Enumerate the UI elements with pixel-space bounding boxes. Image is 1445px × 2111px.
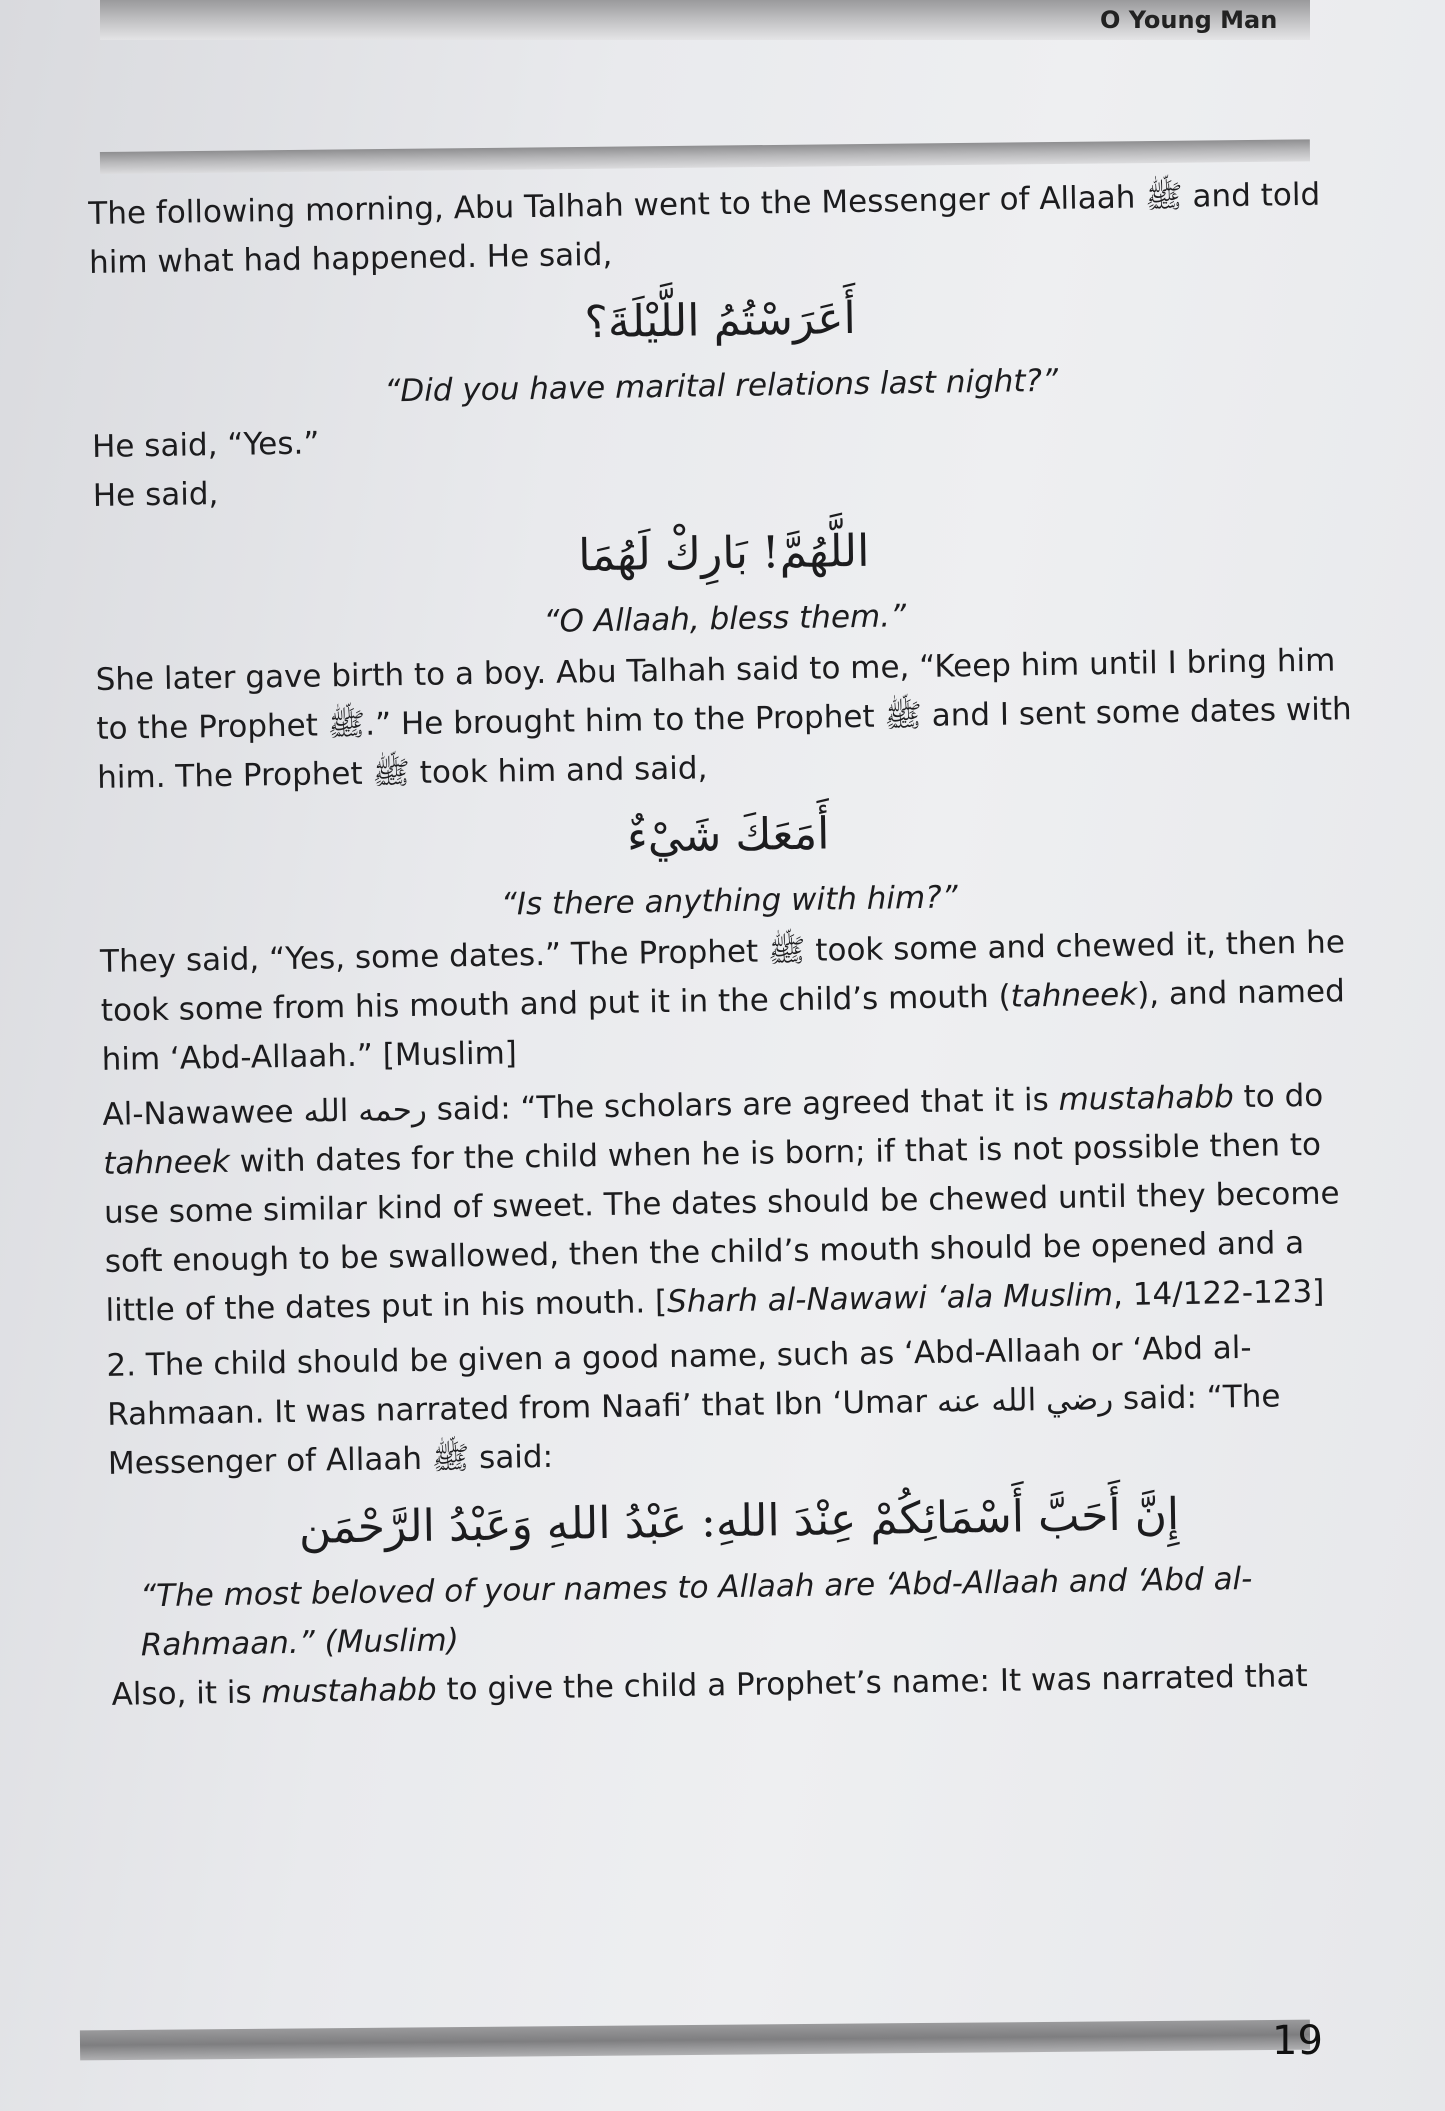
text-span: Also, it is xyxy=(111,1674,262,1713)
page-body xyxy=(88,170,1372,1720)
running-header: O Young Man xyxy=(1100,6,1278,34)
term-tahneek: tahneek xyxy=(1010,976,1138,1015)
text-span: to give the child a Prophet’s name: It was narrated that xyxy=(436,1658,1308,1708)
text-span: “The most beloved of your names to Allaah are ‘Abd-Allaah and ‘Abd al-Rahmaan.” xyxy=(139,1560,1253,1664)
translation-2: “O Allaah, bless them.” xyxy=(543,598,907,640)
footer-bar xyxy=(80,2020,1310,2061)
arabic-quote-4: إِنَّ أَحَبَّ أَسْمَائِكُمْ عِنْدَ اللهِ: عَبْدُ اللهِ وَعَبْدُ الرَّحْمَن xyxy=(298,1489,1180,1554)
citation-title: Sharh al-Nawawi ‘ala Muslim xyxy=(666,1277,1114,1321)
paragraph-morning: The following morning, Abu Talhah went to the Messenger of Allaah ﷺ and told him what had happened. He said, xyxy=(88,176,1321,281)
paragraph-birth: She later gave birth to a boy. Abu Talhah said to me, “Keep him until I bring him to the Prophet ﷺ.” He brought him to the Prophet ﷺ and I sent some dates with him. The Prophet ﷺ took him and said, xyxy=(95,642,1352,796)
paragraph-he-said: He said, xyxy=(92,475,219,514)
translation-1: “Did you have marital relations last night?” xyxy=(384,362,1059,410)
text-span: They said, “Yes, some dates.” The Prophet ﷺ took some and chewed it, then he took some from his mouth and put it in the child’s mouth ( xyxy=(99,924,1346,1029)
arabic-quote-1: أَعَرَسْتُمُ اللَّيْلَةَ؟ xyxy=(584,292,857,349)
text-span: Al-Nawawee رحمه الله said: “The scholars are agreed that it is xyxy=(102,1081,1059,1133)
translation-3: “Is there anything with him?” xyxy=(500,879,958,923)
text-span: to do xyxy=(1233,1077,1324,1116)
term-tahneek: tahneek xyxy=(103,1143,231,1182)
paragraph-he-said-yes: He said, “Yes.” xyxy=(91,425,320,465)
arabic-quote-2: اللَّهُمَّ! بَارِكْ لَهُمَا xyxy=(577,525,870,582)
header-rule xyxy=(100,139,1310,174)
arabic-quote-3: أَمَعَكَ شَيْءٌ xyxy=(626,808,830,863)
text-span: , 14/122-123] xyxy=(1112,1273,1325,1314)
translation-4 xyxy=(140,1553,1371,1670)
paragraph-dates xyxy=(100,918,1362,1085)
paragraph-nawawee xyxy=(102,1071,1366,1336)
term-mustahabb: mustahabb xyxy=(261,1671,437,1711)
page-number: 19 xyxy=(1272,2018,1323,2064)
source-muslim: (Muslim) xyxy=(324,1622,460,1661)
text-span: with dates for the child when he is born; if that is not possible then to use some similar kind of sweet. The dates should be chewed until they become soft enough to be swallowed, then the child’s mouth should be opened and a little of the dates put in his mouth. [ xyxy=(103,1126,1340,1329)
text-span: ), and named him ‘Abd-Allaah.” [Muslim] xyxy=(101,973,1346,1078)
paragraph-good-name: 2. The child should be given a good name, such as ‘Abd-Allaah or ‘Abd al-Rahmaan. It was narrated from Naafi’ that Ibn ‘Umar رضي الله عنه said: “The Messenger of Allaah ﷺ said: xyxy=(106,1329,1281,1482)
term-mustahabb: mustahabb xyxy=(1058,1079,1235,1118)
